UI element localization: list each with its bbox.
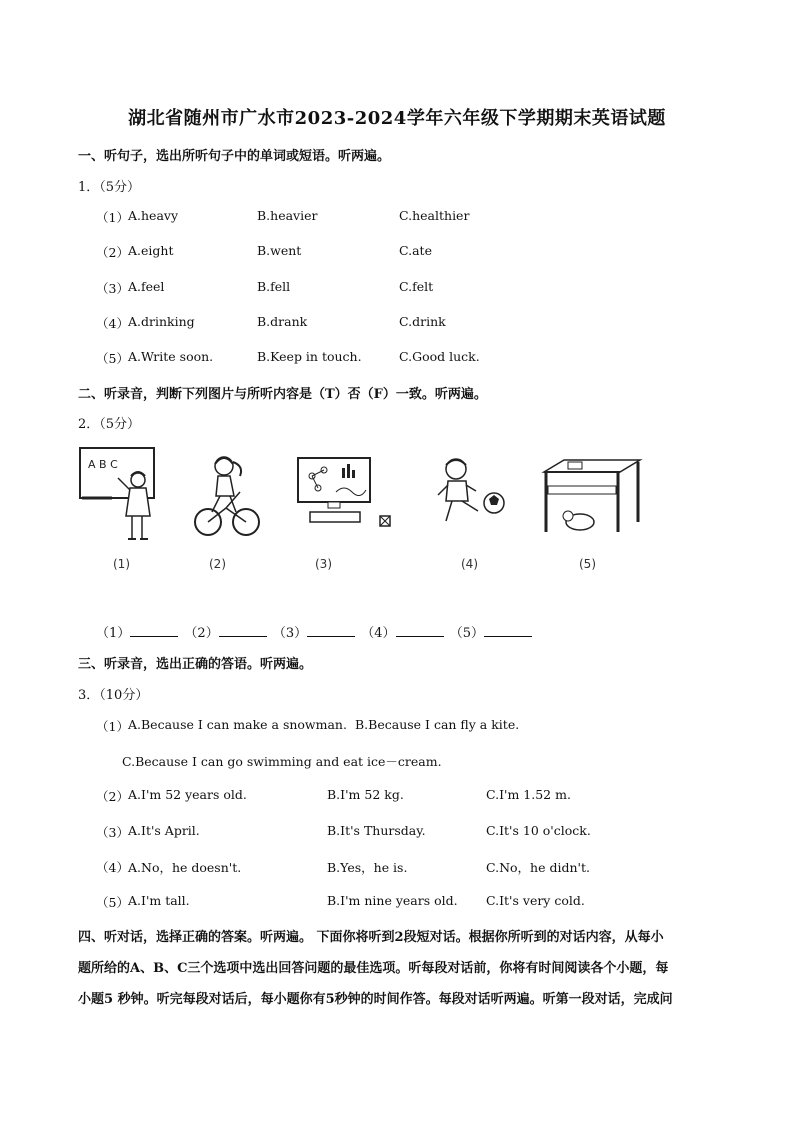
answer-blank[interactable] <box>219 624 267 637</box>
blank-label: （1） <box>96 626 131 641</box>
q3-option-b: B.Because I can fly a kite. <box>355 717 520 732</box>
figure-label-1: (1) <box>113 557 130 571</box>
q3-option-b: B.Yes，he is. <box>327 860 408 875</box>
figure-label-4: (4) <box>461 557 478 571</box>
q3-item-number: （1） <box>96 719 129 734</box>
section-4-heading-line: 题所给的A、B、C三个选项中选出回答问题的最佳选项。听每段对话前，你将有时间阅读各个小题，每 <box>78 961 669 976</box>
svg-text:A B C: A B C <box>88 458 118 471</box>
q1-option-b: B.drank <box>257 314 308 329</box>
desk-with-cat-image <box>540 458 644 536</box>
figure-label-2: (2) <box>209 557 226 571</box>
girl-riding-bike-image <box>190 452 262 538</box>
q3-item-number: （2） <box>96 789 129 804</box>
q1-item-number: （5） <box>96 351 129 366</box>
q3-option-a: A.Because I can make a snowman. <box>128 717 347 732</box>
q1-option-c: C.drink <box>399 314 446 329</box>
section-4-heading-line: 小题5 秒钟。听完每段对话后，每小题你有5秒钟的时间作答。每段对话听两遍。听第一段对话，完成问 <box>78 992 673 1007</box>
q1-option-a: A.heavy <box>128 208 179 223</box>
blank-label: （5） <box>449 626 484 641</box>
q1-item-number: （4） <box>96 316 129 331</box>
q1-option-c: C.felt <box>399 279 434 294</box>
q1-option-b: B.went <box>257 243 302 258</box>
question-1-label: 1．（5分） <box>78 180 141 195</box>
q3-option-c: C.I'm 1.52 m. <box>486 787 571 802</box>
section-3-heading: 三、听录音，选出正确的答语。听两遍。 <box>78 657 313 672</box>
computer-image <box>296 456 396 536</box>
answer-blank[interactable] <box>396 624 444 637</box>
q3-option-c: C.It's 10 o'clock. <box>486 823 591 838</box>
q1-option-b: B.fell <box>257 279 291 294</box>
q3-option-c: C.No，he didn't. <box>486 860 590 875</box>
answer-blank[interactable] <box>307 624 355 637</box>
q3-option-a: A.It's April. <box>128 823 200 838</box>
q1-option-b: B.heavier <box>257 208 318 223</box>
page-title: 湖北省随州市广水市2023-2024学年六年级下学期期末英语试题 <box>128 108 666 129</box>
blank-label: （4） <box>361 626 396 641</box>
section-4-heading-line: 四、听对话，选择正确的答案。听两遍。 下面你将听到2段短对话。根据你所听到的对话内容，从每小 <box>78 930 664 945</box>
q3-item-number: （5） <box>96 895 129 910</box>
q1-option-c: C.healthier <box>399 208 470 223</box>
q3-option-a: A.I'm tall. <box>128 893 190 908</box>
q1-item-number: （3） <box>96 281 129 296</box>
q3-option-b: B.I'm nine years old. <box>327 893 458 908</box>
q1-option-b: B.Keep in touch. <box>257 349 362 364</box>
answer-blanks-row <box>96 622 534 641</box>
answer-blank[interactable] <box>484 624 532 637</box>
q1-option-a: A.drinking <box>128 314 195 329</box>
q3-item-number: （3） <box>96 825 129 840</box>
q1-item-number: （1） <box>96 210 129 225</box>
q1-option-c: C.Good luck. <box>399 349 480 364</box>
q3-option-b: B.I'm 52 kg. <box>327 787 404 802</box>
section-1-heading: 一、听句子，选出所听句子中的单词或短语。听两遍。 <box>78 149 391 164</box>
question-2-label: 2．（5分） <box>78 417 141 432</box>
boy-playing-football-image <box>434 455 510 535</box>
q3-option-c: C.It's very cold. <box>486 893 585 908</box>
answer-blank[interactable] <box>130 624 178 637</box>
figure-label-3: (3) <box>315 557 332 571</box>
q3-option-a: A.No，he doesn't. <box>128 860 242 875</box>
q3-option-b: B.It's Thursday. <box>327 823 426 838</box>
figure-label-5: (5) <box>579 557 596 571</box>
q3-item-number: （4） <box>96 860 129 875</box>
blank-label: （3） <box>272 626 308 641</box>
blank-label: （2） <box>184 626 219 641</box>
q3-option-a: A.I'm 52 years old. <box>128 787 247 802</box>
q3-option-c: C.Because I can go swimming and eat ice－cream. <box>122 754 442 769</box>
q1-item-number: （2） <box>96 245 129 260</box>
section-2-heading: 二、听录音，判断下列图片与所听内容是（T）否（F）一致。听两遍。 <box>78 387 487 402</box>
q1-option-a: A.eight <box>128 243 174 258</box>
question-3-label: 3．（10分） <box>78 688 149 703</box>
teacher-blackboard-image <box>78 446 162 546</box>
q1-option-a: A.Write soon. <box>128 349 214 364</box>
q1-option-c: C.ate <box>399 243 432 258</box>
q1-option-a: A.feel <box>128 279 165 294</box>
